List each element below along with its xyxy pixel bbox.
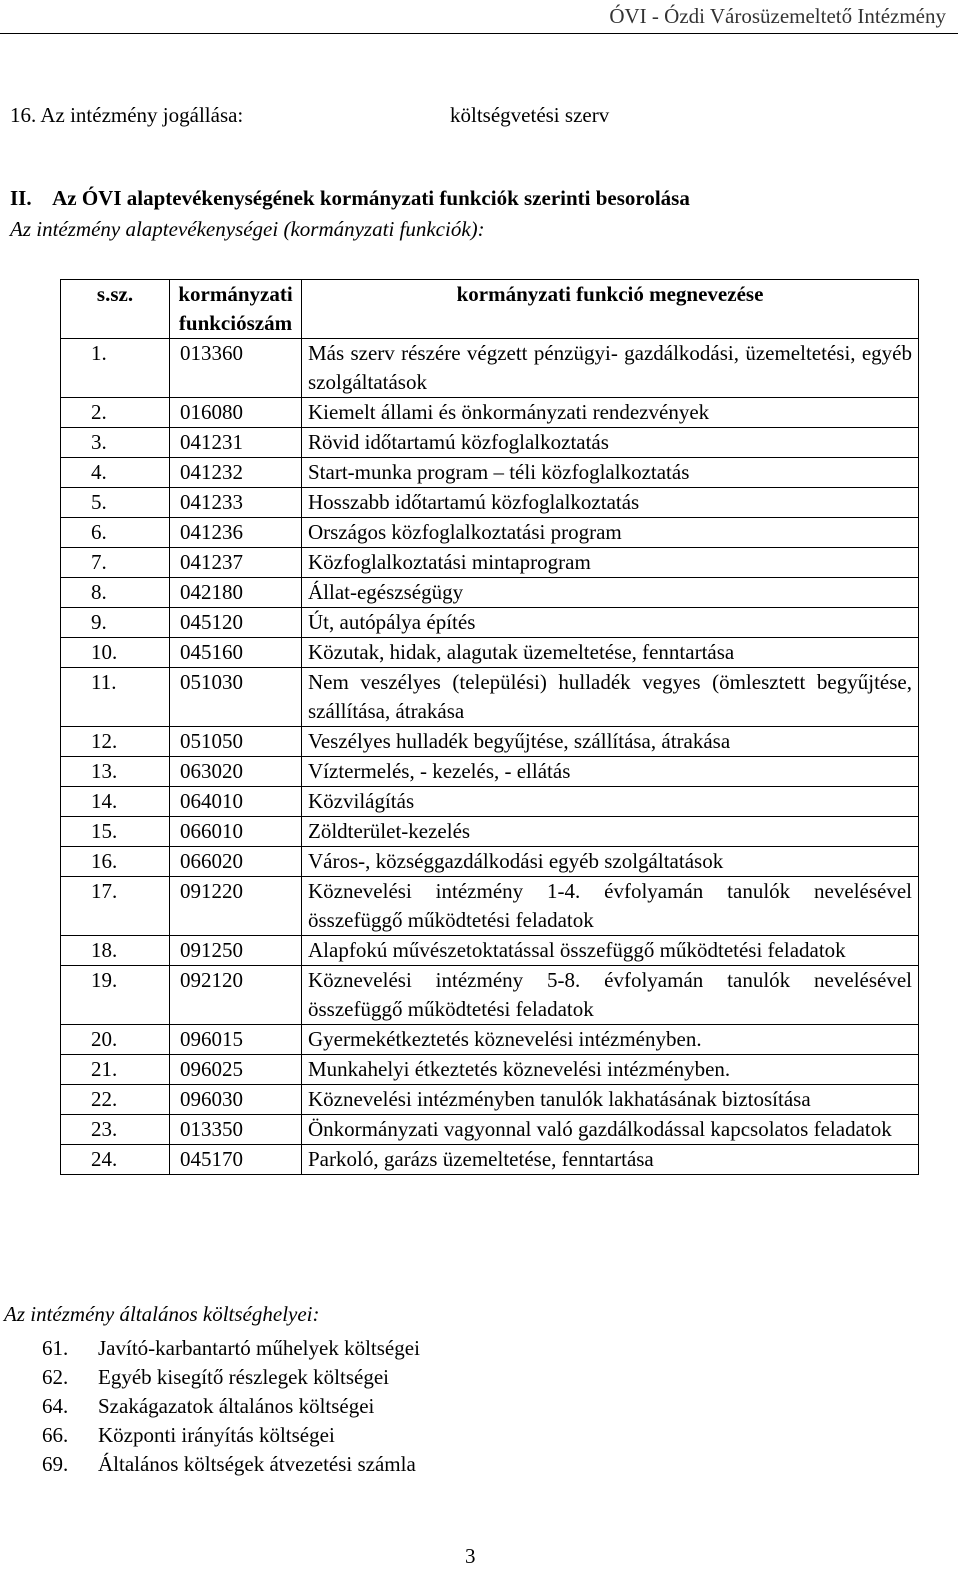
row-number: 13.	[61, 757, 170, 787]
row-name: Köznevelési intézményben tanulók lakhatásának biztosítása	[302, 1085, 919, 1115]
table-row	[61, 548, 919, 578]
row-number: 23.	[61, 1115, 170, 1145]
list-item	[42, 1421, 420, 1450]
row-name: Veszélyes hulladék begyűjtése, szállítása, átrakása	[302, 727, 919, 757]
table-header-row	[61, 280, 919, 339]
cost-center-label: Javító-karbantartó műhelyek költségei	[98, 1336, 420, 1360]
table-row	[61, 428, 919, 458]
row-name: Köznevelési intézmény 1-4. évfolyamán tanulók nevelésével összefüggő működtetési feladatok	[302, 877, 919, 936]
table-row	[61, 787, 919, 817]
table-row	[61, 727, 919, 757]
list-item	[42, 1392, 420, 1421]
row-number: 24.	[61, 1145, 170, 1175]
row-code: 096015	[170, 1025, 302, 1055]
list-item	[42, 1450, 420, 1479]
row-name: Start-munka program – téli közfoglalkoztatás	[302, 458, 919, 488]
row-number: 8.	[61, 578, 170, 608]
table-row	[61, 847, 919, 877]
cost-centers-list	[42, 1334, 420, 1479]
row-code: 013350	[170, 1115, 302, 1145]
row-code: 042180	[170, 578, 302, 608]
table-row	[61, 608, 919, 638]
row-code: 041231	[170, 428, 302, 458]
row-name: Munkahelyi étkeztetés köznevelési intézményben.	[302, 1055, 919, 1085]
table-row	[61, 966, 919, 1025]
row-number: 2.	[61, 398, 170, 428]
row-number: 16.	[61, 847, 170, 877]
row-name: Parkoló, garázs üzemeltetése, fenntartása	[302, 1145, 919, 1175]
row-code: 092120	[170, 966, 302, 1025]
row-code: 013360	[170, 339, 302, 398]
row-number: 19.	[61, 966, 170, 1025]
section-title: Az ÓVI alaptevékenységének kormányzati funkciók szerinti besorolása	[52, 186, 690, 210]
legal-status-label: 16. Az intézmény jogállása:	[10, 103, 244, 127]
legal-status-line	[10, 103, 610, 128]
row-code: 045160	[170, 638, 302, 668]
row-code: 091250	[170, 936, 302, 966]
table-row	[61, 638, 919, 668]
row-number: 21.	[61, 1055, 170, 1085]
section-heading	[10, 186, 690, 211]
table-row	[61, 668, 919, 727]
table-body	[61, 339, 919, 1175]
cost-center-number: 66.	[42, 1423, 69, 1447]
row-number: 7.	[61, 548, 170, 578]
cost-center-number: 61.	[42, 1336, 69, 1360]
row-number: 15.	[61, 817, 170, 847]
row-name: Közvilágítás	[302, 787, 919, 817]
row-code: 064010	[170, 787, 302, 817]
cost-center-label: Egyéb kisegítő részlegek költségei	[98, 1365, 389, 1389]
table-row	[61, 757, 919, 787]
cost-centers-title: Az intézmény általános költséghelyei:	[4, 1302, 320, 1326]
row-number: 12.	[61, 727, 170, 757]
table-row	[61, 1145, 919, 1175]
legal-status-value: költségvetési szerv	[450, 103, 610, 127]
row-name: Hosszabb időtartamú közfoglalkoztatás	[302, 488, 919, 518]
row-number: 18.	[61, 936, 170, 966]
row-code: 096025	[170, 1055, 302, 1085]
table-row	[61, 1055, 919, 1085]
table-row	[61, 518, 919, 548]
row-code: 051050	[170, 727, 302, 757]
row-code: 041233	[170, 488, 302, 518]
row-name: Közfoglalkoztatási mintaprogram	[302, 548, 919, 578]
functions-table	[60, 279, 919, 1175]
row-name: Más szerv részére végzett pénzügyi- gazdálkodási, üzemeltetési, egyéb szolgáltatások	[302, 339, 919, 398]
row-code: 066010	[170, 817, 302, 847]
column-header-code: kormányzati funkciószám	[170, 280, 302, 339]
cost-center-label: Központi irányítás költségei	[98, 1423, 335, 1447]
row-name: Zöldterület-kezelés	[302, 817, 919, 847]
row-code: 041237	[170, 548, 302, 578]
row-name: Köznevelési intézmény 5-8. évfolyamán tanulók nevelésével összefüggő működtetési feladatok	[302, 966, 919, 1025]
row-code: 066020	[170, 847, 302, 877]
list-item	[42, 1334, 420, 1363]
row-code: 045170	[170, 1145, 302, 1175]
row-number: 22.	[61, 1085, 170, 1115]
row-name: Víztermelés, - kezelés, - ellátás	[302, 757, 919, 787]
cost-center-number: 62.	[42, 1365, 69, 1389]
cost-center-label: Általános költségek átvezetési számla	[98, 1452, 416, 1476]
table-row	[61, 578, 919, 608]
table-row	[61, 488, 919, 518]
section-number: II.	[10, 186, 32, 210]
table-row	[61, 1115, 919, 1145]
row-code: 051030	[170, 668, 302, 727]
row-number: 20.	[61, 1025, 170, 1055]
row-code: 041236	[170, 518, 302, 548]
row-number: 6.	[61, 518, 170, 548]
cost-center-number: 69.	[42, 1452, 69, 1476]
row-name: Alapfokú művészetoktatással összefüggő működtetési feladatok	[302, 936, 919, 966]
row-number: 11.	[61, 668, 170, 727]
table-row	[61, 936, 919, 966]
row-number: 4.	[61, 458, 170, 488]
row-name: Út, autópálya építés	[302, 608, 919, 638]
row-number: 17.	[61, 877, 170, 936]
row-name: Város-, községgazdálkodási egyéb szolgáltatások	[302, 847, 919, 877]
cost-center-label: Szakágazatok általános költségei	[98, 1394, 375, 1418]
table-row	[61, 339, 919, 398]
table-row	[61, 877, 919, 936]
row-name: Közutak, hidak, alagutak üzemeltetése, fenntartása	[302, 638, 919, 668]
row-name: Kiemelt állami és önkormányzati rendezvények	[302, 398, 919, 428]
row-number: 14.	[61, 787, 170, 817]
row-number: 5.	[61, 488, 170, 518]
list-item	[42, 1363, 420, 1392]
row-name: Rövid időtartamú közfoglalkoztatás	[302, 428, 919, 458]
table-row	[61, 458, 919, 488]
column-header-name: kormányzati funkció megnevezése	[302, 280, 919, 339]
section-subtitle: Az intézmény alaptevékenységei (kormányzati funkciók):	[10, 217, 485, 241]
column-header-serial: s.sz.	[61, 280, 170, 339]
page-number: 3	[465, 1544, 476, 1568]
row-number: 9.	[61, 608, 170, 638]
row-name: Országos közfoglalkoztatási program	[302, 518, 919, 548]
header-rule	[0, 33, 958, 34]
row-code: 041232	[170, 458, 302, 488]
table-row	[61, 817, 919, 847]
page-header-title: ÓVI - Ózdi Városüzemeltető Intézmény	[609, 4, 946, 28]
table-row	[61, 1085, 919, 1115]
row-code: 096030	[170, 1085, 302, 1115]
row-name: Állat-egészségügy	[302, 578, 919, 608]
row-number: 10.	[61, 638, 170, 668]
row-number: 3.	[61, 428, 170, 458]
row-code: 016080	[170, 398, 302, 428]
row-name: Önkormányzati vagyonnal való gazdálkodással kapcsolatos feladatok	[302, 1115, 919, 1145]
row-number: 1.	[61, 339, 170, 398]
row-code: 045120	[170, 608, 302, 638]
row-code: 091220	[170, 877, 302, 936]
row-name: Nem veszélyes (települési) hulladék vegyes (ömlesztett begyűjtése, szállítása, átrakása	[302, 668, 919, 727]
table-row	[61, 398, 919, 428]
table-row	[61, 1025, 919, 1055]
row-name: Gyermekétkeztetés köznevelési intézményben.	[302, 1025, 919, 1055]
cost-center-number: 64.	[42, 1394, 69, 1418]
row-code: 063020	[170, 757, 302, 787]
